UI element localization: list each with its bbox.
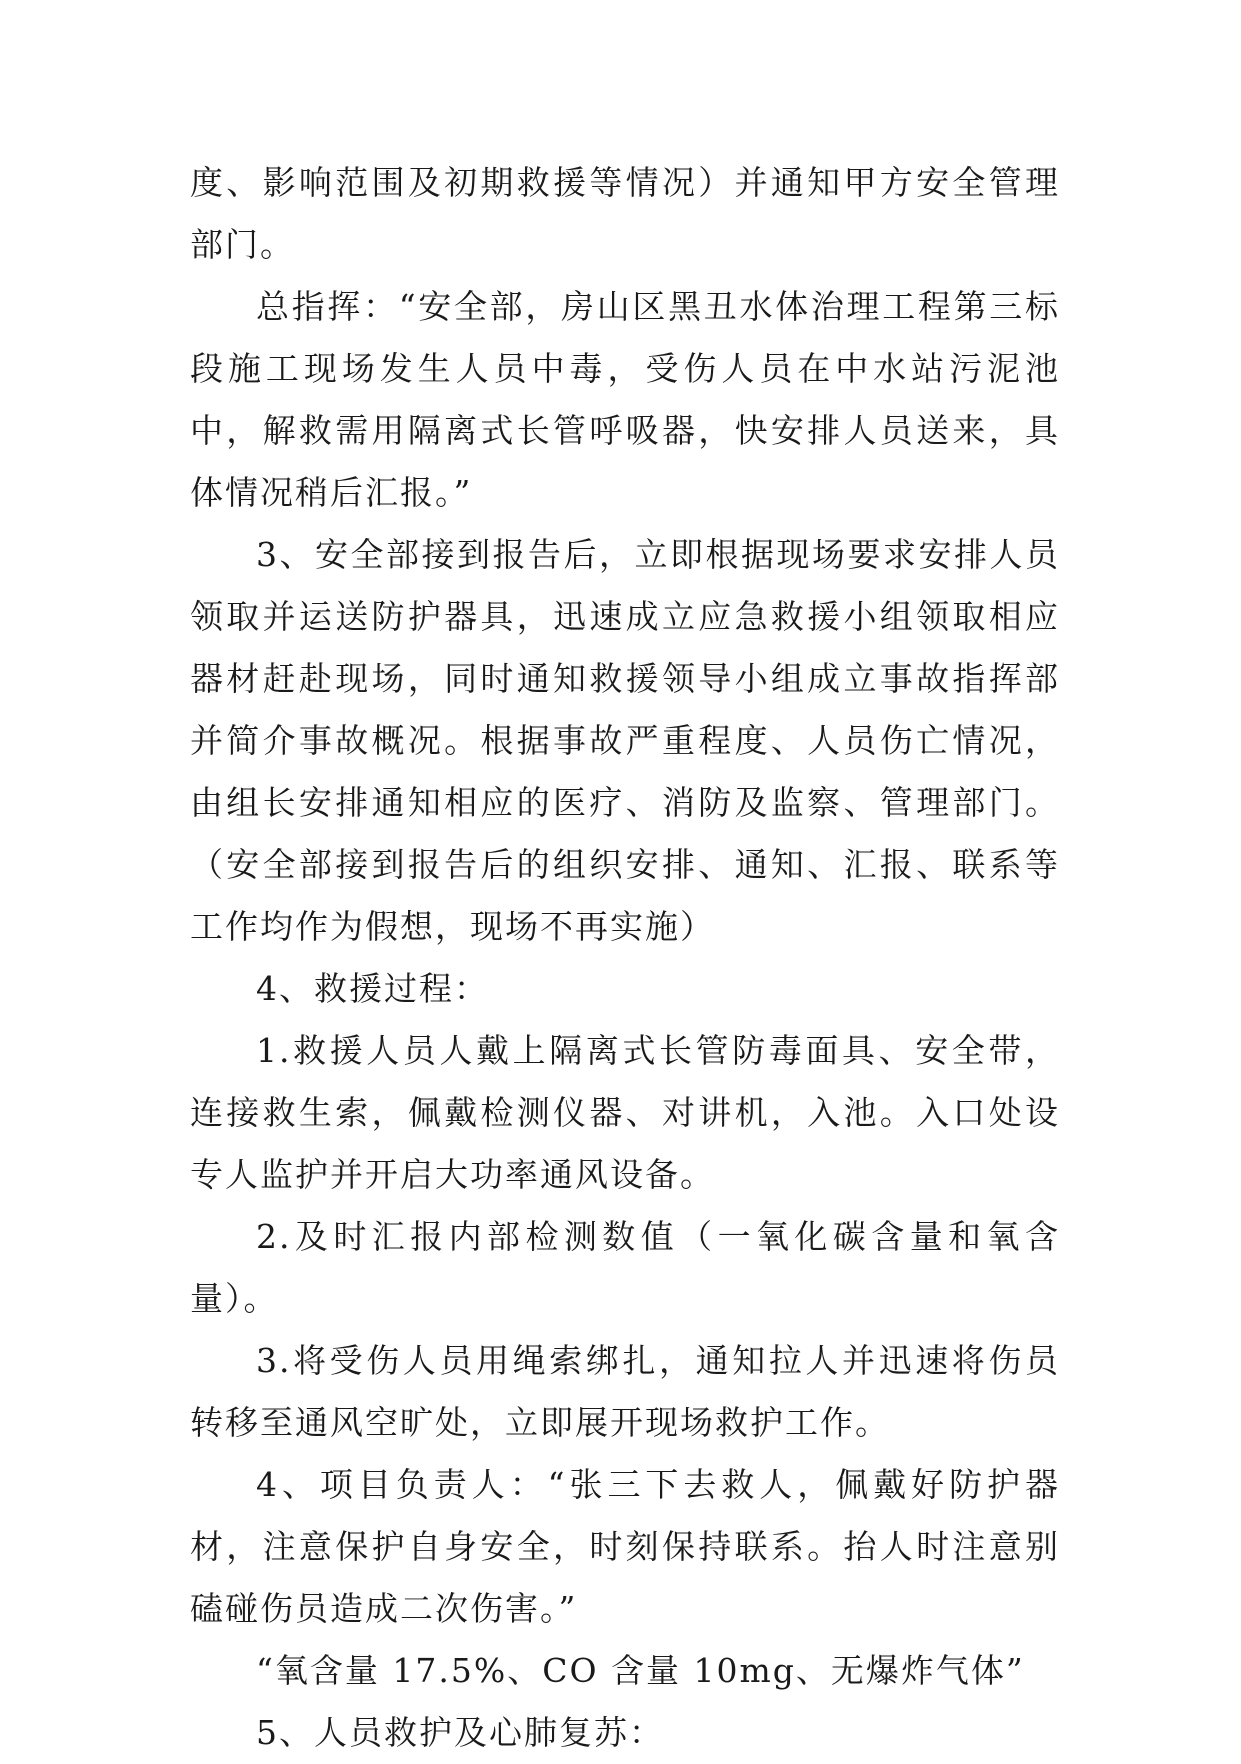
paragraph-4: 4、救援过程： bbox=[256, 969, 489, 1008]
document-body bbox=[190, 152, 1060, 1764]
paragraph-8: 4、项目负责人：“张三下去救人，佩戴好防护器材，注意保护自身安全，时刻保持联系。抬人时注意别磕碰伤员造成二次伤害。” bbox=[190, 1465, 1060, 1628]
paragraph-6: 2.及时汇报内部检测数值（一氧化碳含量和氧含量）。 bbox=[190, 1217, 1060, 1318]
paragraph-1: 度、影响范围及初期救援等情况）并通知甲方安全管理部门。 bbox=[190, 163, 1060, 264]
paragraph-10: 5、人员救护及心肺复苏： bbox=[256, 1713, 664, 1752]
paragraph-7: 3.将受伤人员用绳索绑扎，通知拉人并迅速将伤员转移至通风空旷处，立即展开现场救护工作。 bbox=[190, 1341, 1060, 1442]
paragraph-9: “氧含量 17.5%、CO 含量 10mg、无爆炸气体” bbox=[256, 1651, 1025, 1690]
paragraph-5: 1.救援人员人戴上隔离式长管防毒面具、安全带，连接救生索，佩戴检测仪器、对讲机，入池。入口处设专人监护并开启大功率通风设备。 bbox=[190, 1031, 1060, 1194]
paragraph-3: 3、安全部接到报告后，立即根据现场要求安排人员领取并运送防护器具，迅速成立应急救援小组领取相应器材赶赴现场，同时通知救援领导小组成立事故指挥部并简介事故概况。根据事故严重程度、人员伤亡情况，由组长安排通知相应的医疗、消防及监察、管理部门。（安全部接到报告后的组织安排、通知、汇报、联系等工作均作为假想，现场不再实施） bbox=[190, 535, 1060, 946]
paragraph-2: 总指挥：“安全部，房山区黑丑水体治理工程第三标段施工现场发生人员中毒，受伤人员在中水站污泥池中，解救需用隔离式长管呼吸器，快安排人员送来，具体情况稍后汇报。” bbox=[190, 287, 1060, 512]
